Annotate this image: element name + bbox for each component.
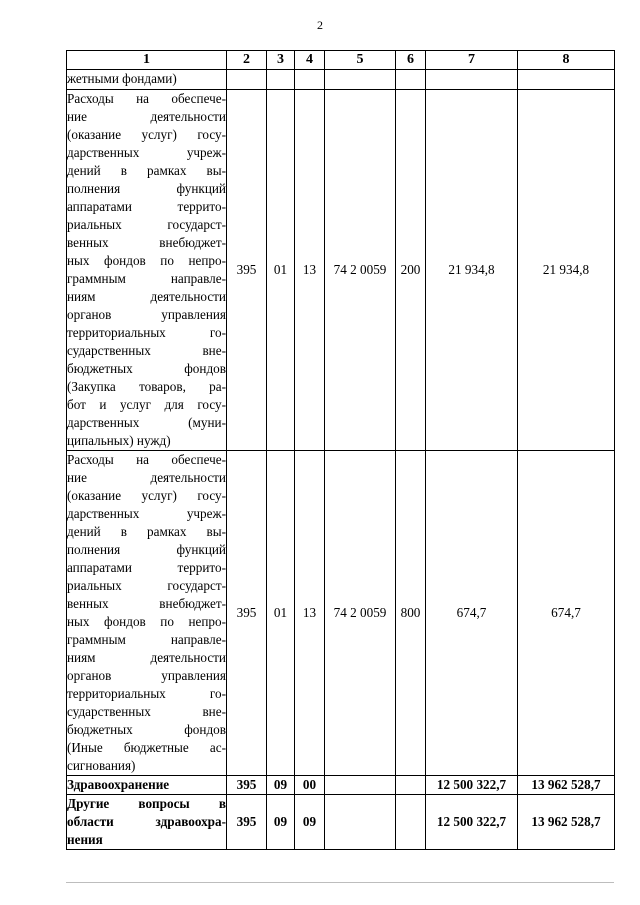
column-header-3: 3 [267,51,295,70]
cell-subsection: 13 [295,451,325,776]
description-line: ние деятельности [67,109,226,124]
description-line: Здравоохранение [67,777,170,792]
cell-expense-type [396,776,426,795]
cell-amount-year-2: 13 962 528,7 [518,795,615,850]
empty-cell [267,70,295,90]
description-line: сударственных вне- [67,704,226,719]
cell-admin-code: 395 [227,776,267,795]
description-line: дарственных учреж- [67,145,226,160]
cell-section: 01 [267,90,295,451]
description-line: Расходы на обеспече- [67,91,226,106]
empty-cell [325,70,396,90]
table-row [67,776,615,795]
description-line: риальных государст- [67,217,226,232]
cell-section: 09 [267,776,295,795]
cell-target-article: 74 2 0059 [325,90,396,451]
description-line: ниям деятельности [67,289,226,304]
description-line: ных фондов по непро- [67,253,226,268]
cell-amount-year-2: 674,7 [518,451,615,776]
table-row [67,451,615,776]
row-description [67,451,227,776]
column-header-2: 2 [227,51,267,70]
empty-cell [396,70,426,90]
description-line: органов управления [67,668,226,683]
description-line: аппаратами террито- [67,560,226,575]
description-line: ние деятельности [67,470,226,485]
cell-amount-year-1: 12 500 322,7 [426,795,518,850]
description-line: органов управления [67,307,226,322]
description-line: ниям деятельности [67,650,226,665]
description-line: (оказание услуг) госу- [67,127,226,142]
column-header-5: 5 [325,51,396,70]
cell-amount-year-1: 21 934,8 [426,90,518,451]
description-line: граммным направле- [67,271,226,286]
empty-cell [426,70,518,90]
description-line: (оказание услуг) госу- [67,488,226,503]
cell-amount-year-1: 12 500 322,7 [426,776,518,795]
continued-description [67,70,227,90]
budget-table [66,50,615,850]
description-line: сигнования) [67,758,136,773]
description-line: дений в рамках вы- [67,524,226,539]
column-header-4: 4 [295,51,325,70]
cell-target-article [325,776,396,795]
bottom-rule [66,882,614,883]
description-line: (Закупка товаров, ра- [67,379,226,394]
cell-section: 09 [267,795,295,850]
empty-cell [518,70,615,90]
cell-target-article [325,795,396,850]
description-line: ципальных) нужд) [67,433,171,448]
description-line: дарственных учреж- [67,506,226,521]
description-line: полнения функций [67,181,226,196]
description-line: риальных государст- [67,578,226,593]
cell-admin-code: 395 [227,90,267,451]
page-number: 2 [317,18,323,32]
description-line: бюджетных фондов [67,722,226,737]
empty-cell [227,70,267,90]
cell-amount-year-2: 13 962 528,7 [518,776,615,795]
description-line: (Иные бюджетные ас- [67,740,226,755]
cell-section: 01 [267,451,295,776]
empty-cell [295,70,325,90]
column-header-8: 8 [518,51,615,70]
cell-expense-type: 200 [396,90,426,451]
table-row [67,795,615,850]
description-line: бот и услуг для госу- [67,397,226,412]
table-row [67,90,615,451]
description-line: ных фондов по непро- [67,614,226,629]
cell-expense-type [396,795,426,850]
description-line: Другие вопросы в [67,796,226,811]
cell-amount-year-2: 21 934,8 [518,90,615,451]
description-line: территориальных го- [67,325,226,340]
description-line: территориальных го- [67,686,226,701]
row-description [67,90,227,451]
description-line: сударственных вне- [67,343,226,358]
cell-subsection: 00 [295,776,325,795]
column-header-6: 6 [396,51,426,70]
cell-admin-code: 395 [227,795,267,850]
description-line: граммным направле- [67,632,226,647]
description-line: Расходы на обеспече- [67,452,226,467]
description-line: нения [67,832,103,847]
description-line: дарственных (муни- [67,415,226,430]
cell-admin-code: 395 [227,451,267,776]
description-line: аппаратами террито- [67,199,226,214]
description-line: области здравоохра- [67,814,226,829]
cell-amount-year-1: 674,7 [426,451,518,776]
row-description [67,795,227,850]
description-line: полнения функций [67,542,226,557]
column-header-1: 1 [67,51,227,70]
description-line: венных внебюджет- [67,235,226,250]
column-header-7: 7 [426,51,518,70]
description-line: жетными фондами) [67,71,177,86]
description-line: дений в рамках вы- [67,163,226,178]
header-row [67,51,615,70]
description-line: бюджетных фондов [67,361,226,376]
cell-target-article: 74 2 0059 [325,451,396,776]
cell-subsection: 09 [295,795,325,850]
row-description [67,776,227,795]
continued-row [67,70,615,90]
description-line: венных внебюджет- [67,596,226,611]
cell-subsection: 13 [295,90,325,451]
cell-expense-type: 800 [396,451,426,776]
